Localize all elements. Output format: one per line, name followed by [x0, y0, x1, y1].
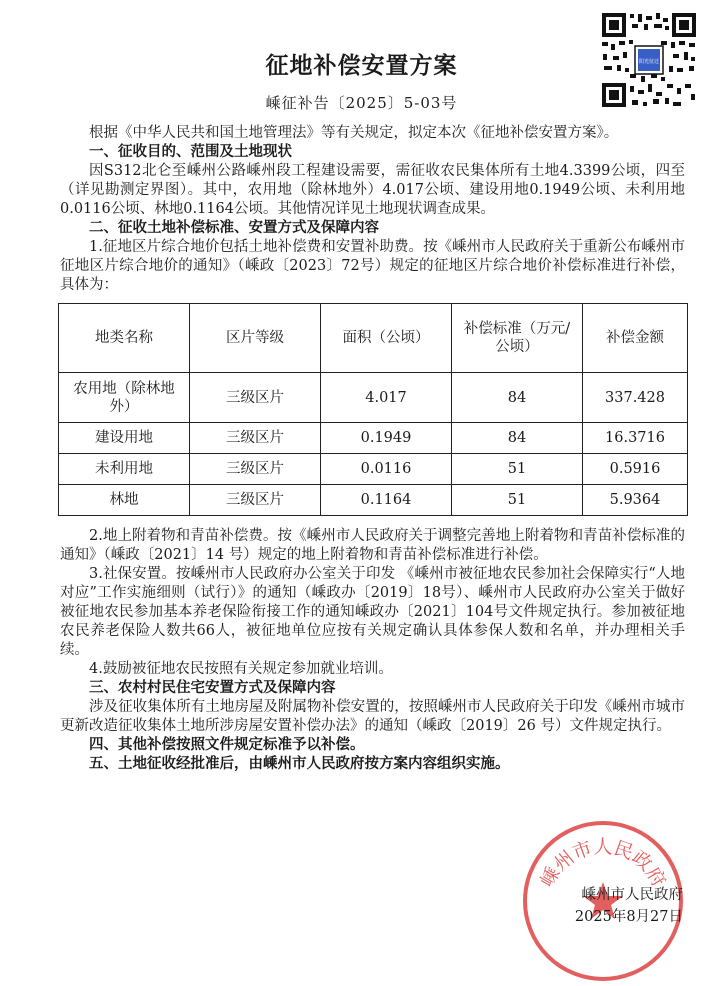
table-cell: 0.1949: [321, 423, 452, 454]
table-cell: 林地: [59, 485, 190, 516]
table-cell: 三级区片: [190, 454, 321, 485]
table-cell: 0.5916: [583, 454, 688, 485]
header-amount: 补偿金额: [583, 304, 688, 373]
table-cell: 5.9364: [583, 485, 688, 516]
section-heading-2: 二、征收土地补偿标准、安置方式及保障内容: [89, 220, 379, 236]
section-heading-5: 五、土地征收经批准后，由嵊州市人民政府按方案内容组织实施。: [89, 756, 510, 772]
section-2-item-1: 1.征地区片综合地价包括土地补偿费和安置补助费。按《嵊州市人民政府关于重新公布嵊州市征地区片综合地价的通知》（嵊政〔2023〕72号）规定的征地区片综合地价补偿标准进行补偿，具体为：: [60, 239, 685, 293]
table-cell: 16.3716: [583, 423, 688, 454]
header-zone-grade: 区片等级: [190, 304, 321, 373]
signature-org: 嵊州市人民政府: [581, 887, 683, 903]
section-heading-3: 三、农村村民住宅安置方式及保障内容: [89, 680, 336, 696]
table-cell: 建设用地: [59, 423, 190, 454]
table-cell: 51: [452, 485, 583, 516]
table-cell: 三级区片: [190, 373, 321, 423]
table-cell: 337.428: [583, 373, 688, 423]
compensation-table: [58, 303, 688, 516]
table-row: [59, 423, 688, 454]
signature-date: 2025年8月27日: [574, 909, 683, 925]
section-heading-1: 一、征收目的、范围及土地现状: [89, 144, 292, 160]
table-row: [59, 454, 688, 485]
document-number: 嵊征补告〔2025〕5-03号: [265, 94, 458, 112]
document-title: 征地补偿安置方案: [265, 53, 458, 79]
seal-arc-text: 嵊州市人民政府: [536, 836, 670, 891]
table-row: [59, 373, 688, 423]
section-1-text: 因S312北仑至嵊州公路嵊州段工程建设需要，需征收农民集体所有土地4.3399公顷，四至（详见勘测定界图）。其中，农用地（除林地外）4.017公顷、建设用地0.1949公顷、未利用地0.0116公顷、林地0.1164公顷。其他情况详见土地现状调查成果。: [60, 163, 685, 217]
table-cell: 84: [452, 423, 583, 454]
intro-paragraph: 根据《中华人民共和国土地管理法》等有关规定，拟定本次《征地补偿安置方案》。: [89, 125, 619, 141]
header-land-type: 地类名称: [59, 304, 190, 373]
table-cell: 84: [452, 373, 583, 423]
table-cell: 4.017: [321, 373, 452, 423]
header-area: 面积（公顷）: [321, 304, 452, 373]
section-2-item-4: 4.鼓励被征地农民按照有关规定参加就业培训。: [89, 661, 393, 677]
section-3-text: 涉及征收集体所有土地房屋及附属物补偿安置的，按照嵊州市人民政府关于印发《嵊州市城市更新改造征收集体土地所涉房屋安置补偿办法》的通知（嵊政〔2019〕26 号）文件规定执行。: [60, 699, 685, 734]
table-header-row: [59, 304, 688, 373]
table-cell: 三级区片: [190, 423, 321, 454]
document-body: [60, 124, 685, 774]
section-2-item-2: 2.地上附着物和青苗补偿费。按《嵊州市人民政府关于调整完善地上附着物和青苗补偿标准的通知》（嵊政〔2021〕14 号）规定的地上附着物和青苗补偿标准进行补偿。: [60, 528, 685, 563]
table-cell: 农用地（除林地外）: [59, 373, 190, 423]
table-cell: 0.0116: [321, 454, 452, 485]
table-cell: 未利用地: [59, 454, 190, 485]
qr-label: 阳光征迁: [638, 59, 660, 65]
table-cell: 三级区片: [190, 485, 321, 516]
header-standard: 补偿标准（万元/公顷）: [452, 304, 583, 373]
section-2-item-3: 3.社保安置。按嵊州市人民政府办公室关于印发 《嵊州市被征地农民参加社会保障实行“人地对应”工作实施细则（试行）》的通知（嵊政办〔2019〕18号）、嵊州市人民政府办公室关于做好 被征地农民参加基本养老保险衔接工作的通知嵊政办〔2021〕104号文件规定执行。参加被征地农民养老保险人数共66人，被征地单位应按有关规定确认具体参保人数和名单，并办理相关手续。: [60, 566, 685, 658]
table-row: [59, 485, 688, 516]
section-heading-4: 四、其他补偿按照文件规定标准予以补偿。: [89, 737, 365, 753]
table-cell: 0.1164: [321, 485, 452, 516]
table-cell: 51: [452, 454, 583, 485]
signature-block: [575, 884, 683, 928]
